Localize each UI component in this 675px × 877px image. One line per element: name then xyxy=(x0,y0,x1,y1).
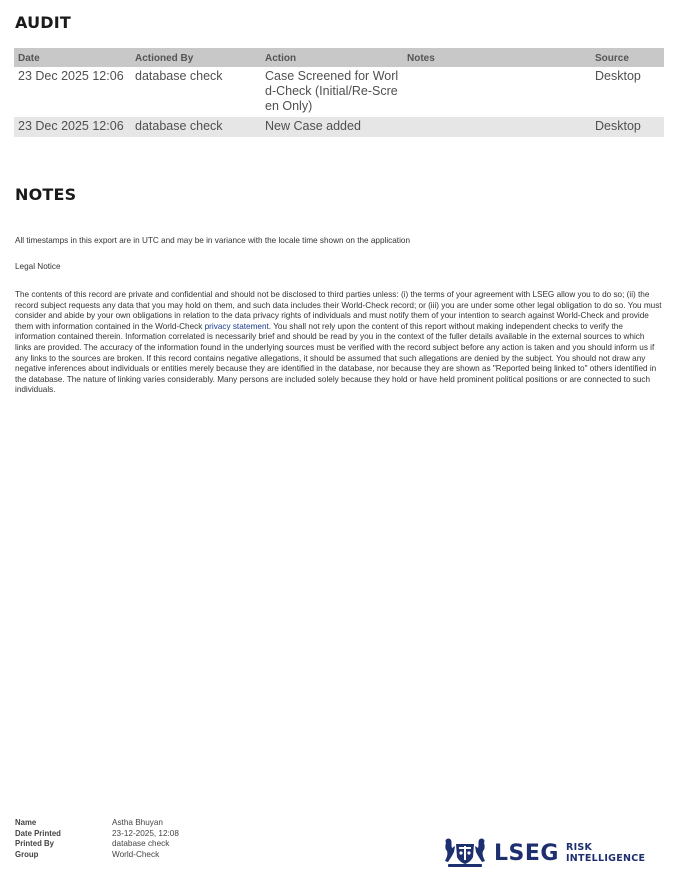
table-row xyxy=(14,67,664,117)
footer-label-date: Date Printed xyxy=(15,828,61,838)
cell-action: Case Screened for World-Check (Initial/Re-Screen Only) xyxy=(265,69,399,113)
cell-actioned-by: database check xyxy=(135,69,223,83)
footer-value-group: World-Check xyxy=(112,849,160,859)
crest-icon xyxy=(442,837,488,869)
cell-date: 23 Dec 2025 12:06 xyxy=(18,69,124,83)
lseg-logo xyxy=(442,836,652,870)
utc-note: All timestamps in this export are in UTC and may be in variance with the locale time shown on the application xyxy=(15,236,411,245)
audit-section-title: AUDIT xyxy=(15,13,72,32)
logo-subtitle-line2: INTELLIGENCE xyxy=(565,853,646,864)
column-header-notes: Notes xyxy=(403,48,591,67)
audit-table xyxy=(14,48,664,137)
cell-action: New Case added xyxy=(261,117,403,137)
footer-label-name: Name xyxy=(15,818,37,827)
legal-text-part1: The contents of this record are private and confidential and should not be disclosed to third parties unless: (i) the terms of your agreement with LSEG allow you to do so; (ii) the record subject requests any data that you may hold on them, and such data includes their World-Check record; or (iii) you are under some other legal obligation to do so. You must consider and abide by your own obligations in relation to the data privacy rights of individuals and must notify them of your intention to search against World-Check and provide them with information contained in the World-Check xyxy=(15,290,662,331)
legal-text-part2: . You shall not rely upon the content of this report without making independent checks to verify the information contained therein. Information correlated is necessarily brief and should be read by you in the context of the fuller details available in the external sources to which links are provided. The accuracy of the information found in the underlying sources must be verified with the record subject before any action is taken and you should inform us if any links to the sources are broken. If this record contains negative allegations, it should be assumed that such allegations are denied by the subject. You should not draw any negative inferences about individuals or entities merely because they are identified in the database, nor because they are shown as "Reported being linked to" others identified in the database. The nature of linking varies considerably. Many persons are included solely because they hold or have held prominent political positions or are connected to such individuals. xyxy=(15,321,657,395)
column-header-action: Action xyxy=(261,48,403,67)
notes-section-title: NOTES xyxy=(15,185,77,204)
footer-row-name xyxy=(15,818,179,829)
footer-label-printed-by: Printed By xyxy=(15,839,54,849)
cell-notes xyxy=(403,117,591,137)
column-header-date: Date xyxy=(14,48,131,67)
cell-date: 23 Dec 2025 12:06 xyxy=(14,117,131,137)
footer-value-date: 23-12-2025, 12:08 xyxy=(112,828,179,838)
logo-subtitle xyxy=(566,842,645,864)
footer-row-printed-by xyxy=(15,839,179,850)
print-footer xyxy=(15,818,179,860)
column-header-actioned-by: Actioned By xyxy=(131,48,261,67)
cell-notes xyxy=(403,67,591,117)
footer-row-date xyxy=(15,829,179,840)
legal-notice-heading: Legal Notice xyxy=(15,262,61,271)
footer-row-group xyxy=(15,850,179,861)
table-row xyxy=(14,117,664,137)
privacy-statement-link[interactable]: privacy statement xyxy=(204,321,269,331)
cell-source: Desktop xyxy=(591,117,664,137)
column-header-source: Source xyxy=(591,48,664,67)
logo-subtitle-line1: RISK xyxy=(565,842,593,853)
cell-source: Desktop xyxy=(595,69,641,83)
cell-actioned-by: database check xyxy=(131,117,261,137)
footer-value-printed-by: database check xyxy=(112,839,170,849)
footer-label-group: Group xyxy=(15,849,39,859)
legal-notice-body xyxy=(15,290,663,396)
footer-value-name: Astha Bhuyan xyxy=(112,818,163,827)
logo-brand-text: LSEG xyxy=(494,840,559,866)
audit-header-row xyxy=(14,48,664,67)
